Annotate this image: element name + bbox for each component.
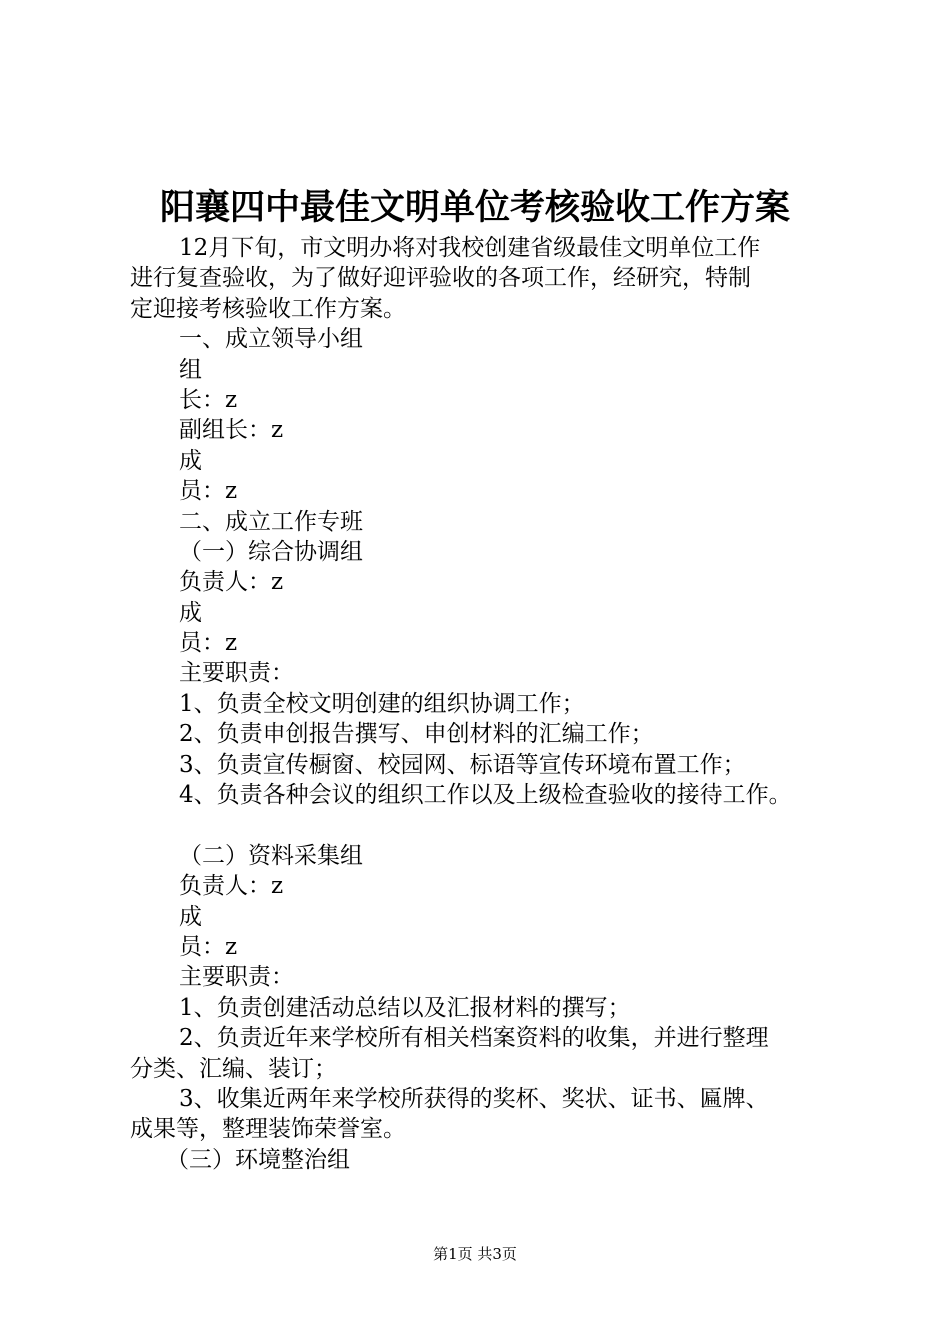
subsection-heading: （二）资料采集组 (179, 842, 363, 869)
list-item: 1、负责创建活动总结以及汇报材料的撰写； (179, 994, 631, 1021)
paragraph-line: 组 (179, 356, 202, 383)
blank-line (130, 810, 860, 840)
list-item-continuation: 成果等，整理装饰荣誉室。 (130, 1116, 406, 1143)
paragraph-line: 12月下旬，市文明办将对我校创建省级最佳文明单位工作 (179, 235, 761, 261)
paragraph-line: 副组长：z (179, 417, 284, 444)
paragraph-line: 主要职责： (179, 660, 294, 687)
paragraph-line: 定迎接考核验收工作方案。 (130, 295, 406, 322)
list-item-continuation: 分类、汇编、装订； (130, 1055, 337, 1082)
list-item: 4、负责各种会议的组织工作以及上级检查验收的接待工作。 (179, 782, 792, 809)
list-item: 2、负责申创报告撰写、申创材料的汇编工作； (179, 721, 654, 748)
document-title: 阳襄四中最佳文明单位考核验收工作方案 (159, 187, 790, 228)
list-item: 3、收集近两年来学校所获得的奖杯、奖状、证书、匾牌、 (179, 1085, 769, 1112)
paragraph-line: 成 (179, 903, 202, 930)
paragraph-line: 员：z (179, 933, 238, 960)
paragraph-line: 进行复查验收，为了做好迎评验收的各项工作，经研究，特制 (130, 265, 751, 292)
paragraph-line: 成 (179, 599, 202, 626)
document-body (130, 233, 860, 1175)
section-heading: 二、成立工作专班 (179, 508, 363, 535)
subsection-heading: （三）环境整治组 (166, 1146, 350, 1173)
section-heading: 一、成立领导小组 (179, 326, 363, 353)
subsection-heading: （一）综合协调组 (179, 538, 363, 565)
paragraph-line: 负责人：z (179, 569, 284, 596)
paragraph-line: 员：z (179, 630, 238, 657)
list-item: 1、负责全校文明创建的组织协调工作； (179, 690, 585, 717)
paragraph-line: 长：z (179, 386, 238, 413)
list-item: 2、负责近年来学校所有相关档案资料的收集，并进行整理 (179, 1025, 769, 1052)
page-footer: 第1页 共3页 (433, 1245, 517, 1263)
paragraph-line: 成 (179, 447, 202, 474)
paragraph-line: 主要职责： (179, 964, 294, 991)
list-item: 3、负责宣传橱窗、校园网、标语等宣传环境布置工作； (179, 751, 746, 778)
paragraph-line: 负责人：z (179, 873, 284, 900)
paragraph-line: 员：z (179, 478, 238, 505)
